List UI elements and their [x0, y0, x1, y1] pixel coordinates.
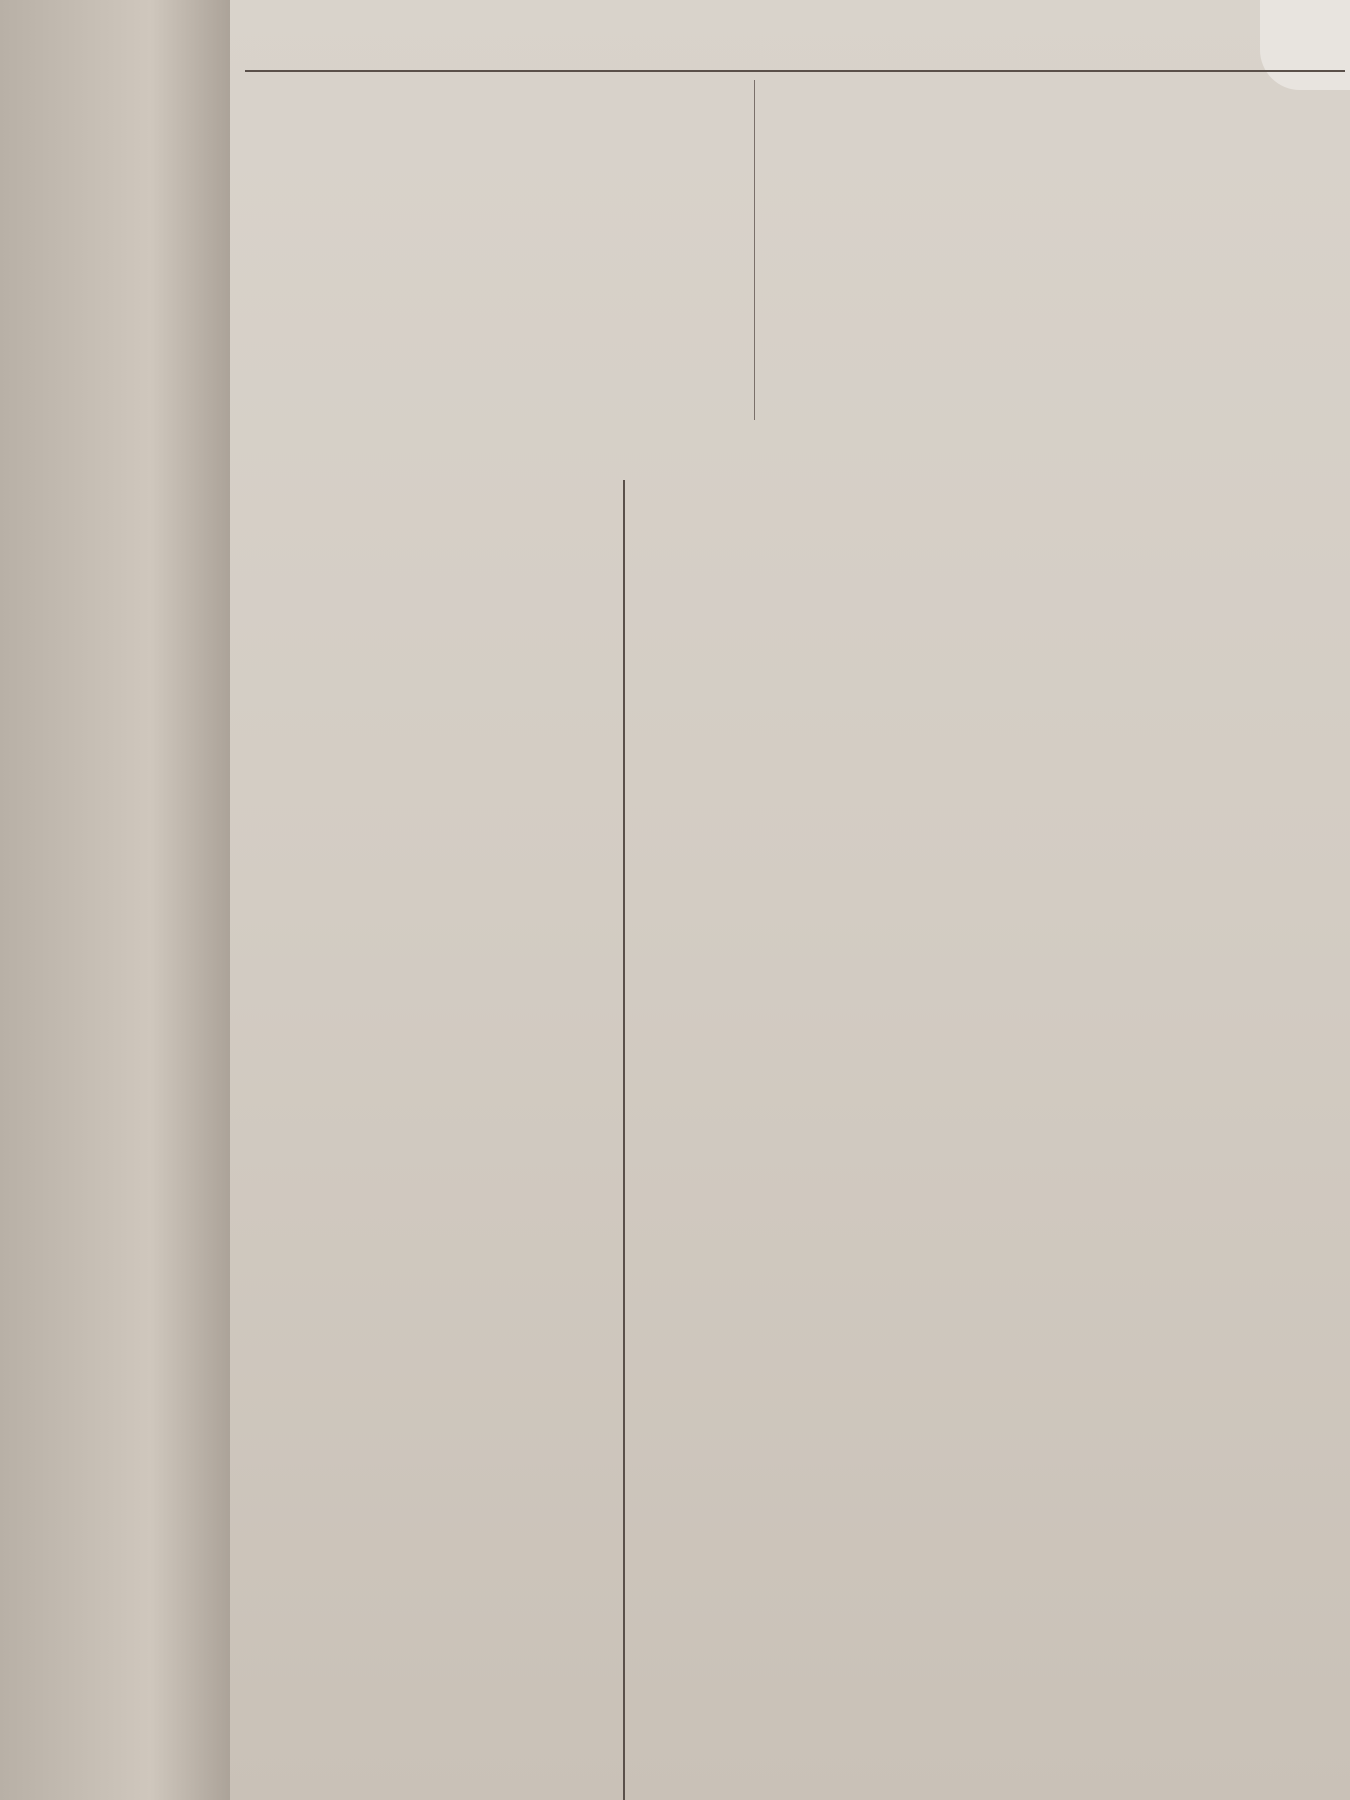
header-rule — [245, 70, 1345, 72]
column-divider-top — [754, 80, 755, 420]
left-page — [0, 0, 250, 1800]
column-divider — [623, 480, 625, 1800]
background-corner — [1260, 0, 1350, 90]
contents-page — [230, 0, 1350, 1800]
